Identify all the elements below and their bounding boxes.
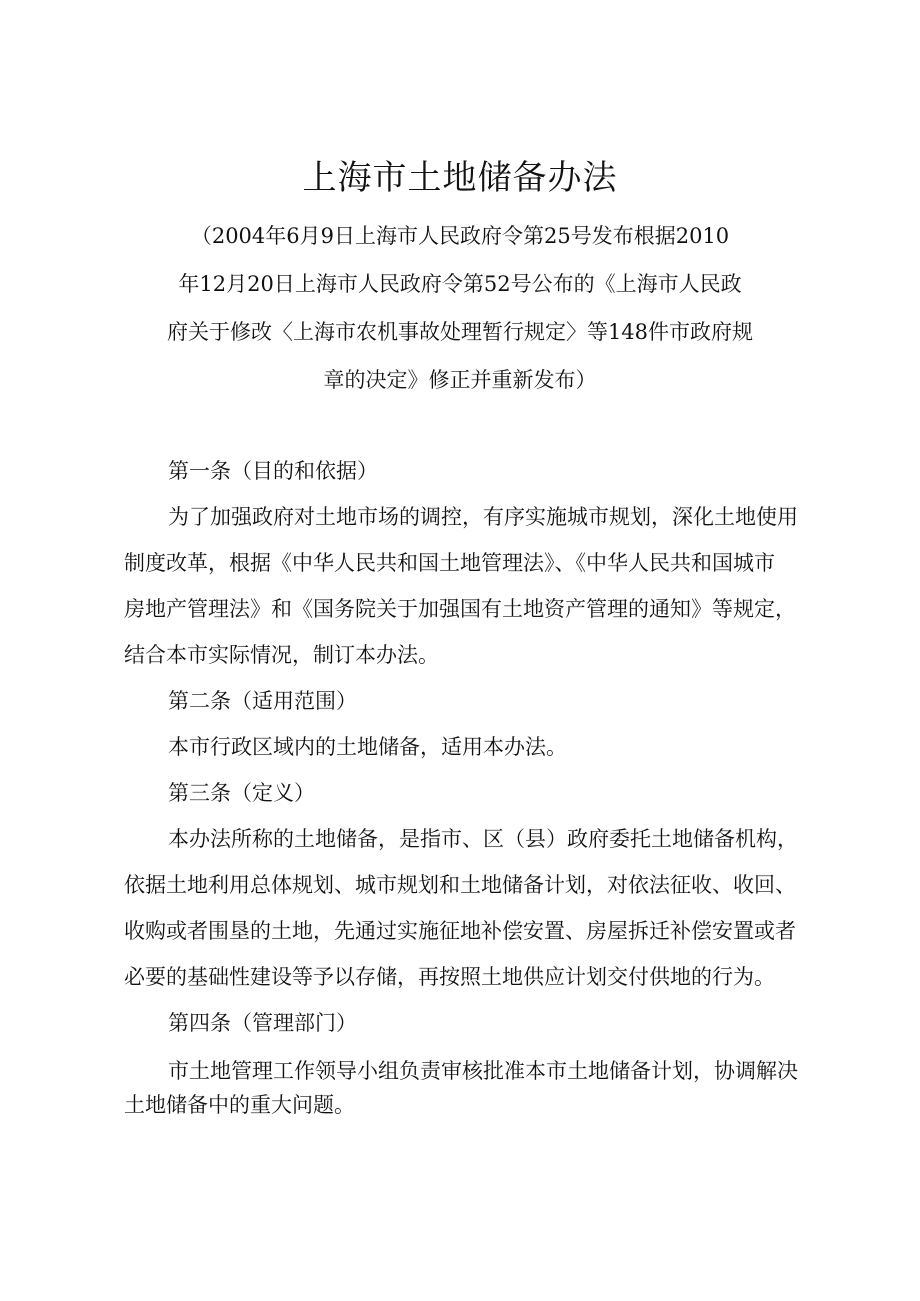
paragraph-line: 为了加强政府对土地市场的调控，有序实施城市规划，深化土地使用 [168, 505, 798, 529]
paragraph-line: 本办法所称的土地储备，是指市、区（县）政府委托土地储备机构， [168, 827, 798, 851]
article-heading: 第二条（适用范围） [168, 689, 357, 713]
paragraph-line: 房地产管理法》和《国务院关于加强国有土地资产管理的通知》等规定， [124, 597, 796, 621]
paragraph-line: 本市行政区域内的土地储备，适用本办法。 [168, 735, 567, 759]
subtitle-line: （2004年6月9日上海市人民政府令第25号发布根据2010 [190, 224, 730, 248]
subtitle-line: 年12月20日上海市人民政府令第52号公布的《上海市人民政 [178, 272, 742, 296]
article-paragraph [124, 494, 814, 678]
subtitle-line: 章的决定》修正并重新发布） [323, 368, 597, 392]
article-heading: 第四条（管理部门） [168, 1011, 357, 1035]
subtitle-line: 府关于修改〈上海市农机事故处理暂行规定〉等148件市政府规 [166, 320, 754, 344]
article-paragraph [124, 724, 814, 770]
article-paragraph [124, 816, 814, 1000]
document-subtitle [150, 212, 770, 404]
article-heading: 第三条（定义） [168, 781, 315, 805]
document-body [124, 448, 814, 1122]
article-heading: 第一条（目的和依据） [168, 459, 378, 483]
paragraph-line: 收购或者围垦的土地，先通过实施征地补偿安置、房屋拆迁补偿安置或者 [124, 919, 796, 943]
paragraph-line: 制度改革，根据《中华人民共和国土地管理法》、《中华人民共和国城市 [124, 551, 775, 575]
paragraph-line: 市土地管理工作领导小组负责审核批准本市土地储备计划，协调解决 [168, 1059, 798, 1083]
document-title: 上海市土地储备办法 [302, 158, 618, 198]
article-paragraph [124, 1054, 814, 1122]
paragraph-line: 结合本市实际情况，制订本办法。 [124, 643, 439, 667]
paragraph-line: 必要的基础性建设等予以存储，再按照土地供应计划交付供地的行为。 [124, 965, 775, 989]
paragraph-line: 土地储备中的重大问题。 [124, 1093, 355, 1117]
paragraph-line: 依据土地利用总体规划、城市规划和土地储备计划，对依法征收、收回、 [124, 873, 796, 897]
